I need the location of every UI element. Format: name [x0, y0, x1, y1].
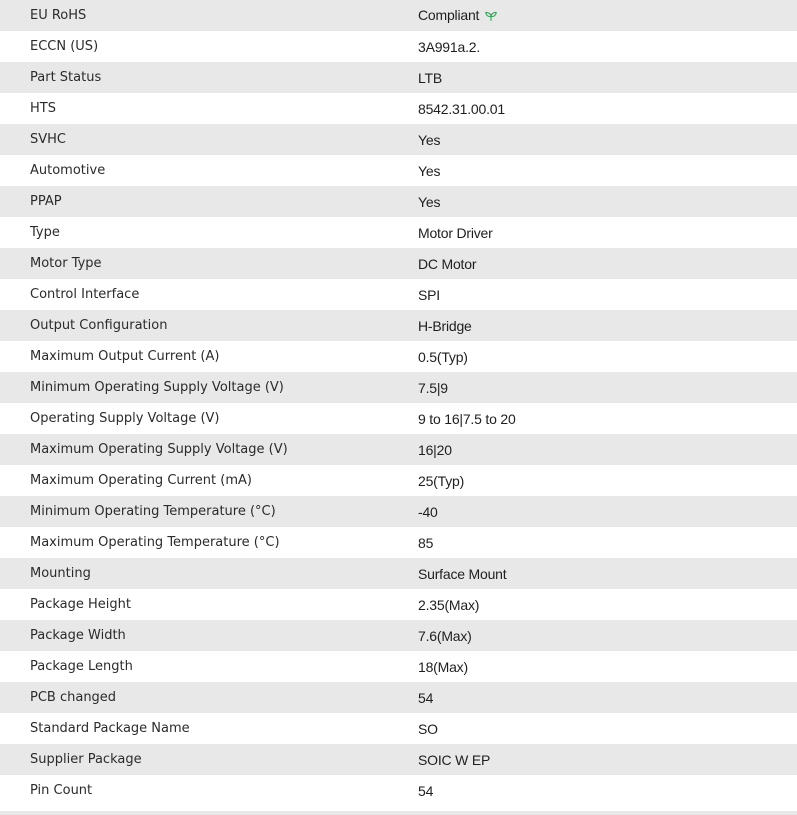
table-row	[0, 372, 797, 403]
table-row	[0, 62, 797, 93]
spec-value: 7.5|9	[418, 372, 797, 403]
spec-value: SPI	[418, 279, 797, 310]
spec-value: Yes	[418, 124, 797, 155]
spec-value: -40	[418, 496, 797, 527]
spec-value: 54	[418, 775, 797, 806]
spec-value: SO	[418, 713, 797, 744]
spec-value: Compliant	[418, 7, 480, 24]
spec-value: LTB	[418, 62, 797, 93]
table-row	[0, 527, 797, 558]
table-row	[0, 93, 797, 124]
spec-label: Output Configuration	[0, 310, 418, 341]
spec-label: Supplier Package	[0, 744, 418, 775]
spec-label: Operating Supply Voltage (V)	[0, 403, 418, 434]
spec-value: 2.35(Max)	[418, 589, 797, 620]
leaf-icon	[484, 9, 498, 23]
table-row	[0, 0, 797, 31]
table-row	[0, 589, 797, 620]
spec-label: Package Length	[0, 651, 418, 682]
spec-value: SOIC W EP	[418, 744, 797, 775]
table-row	[0, 744, 797, 775]
spec-value: Yes	[418, 155, 797, 186]
table-bottom-edge	[0, 811, 797, 815]
spec-label: SVHC	[0, 124, 418, 155]
spec-value: 0.5(Typ)	[418, 341, 797, 372]
table-row	[0, 403, 797, 434]
table-row	[0, 651, 797, 682]
spec-value: Yes	[418, 186, 797, 217]
table-row	[0, 775, 797, 806]
spec-value: 9 to 16|7.5 to 20	[418, 403, 797, 434]
table-row	[0, 620, 797, 651]
spec-value: Surface Mount	[418, 558, 797, 589]
spec-label: HTS	[0, 93, 418, 124]
spec-value: 7.6(Max)	[418, 620, 797, 651]
spec-value: Motor Driver	[418, 217, 797, 248]
spec-value: 16|20	[418, 434, 797, 465]
spec-label: Package Height	[0, 589, 418, 620]
spec-label: Maximum Operating Supply Voltage (V)	[0, 434, 418, 465]
spec-label: Part Status	[0, 62, 418, 93]
table-row	[0, 124, 797, 155]
spec-label: ECCN (US)	[0, 31, 418, 62]
spec-label: Maximum Output Current (A)	[0, 341, 418, 372]
spec-value: 85	[418, 527, 797, 558]
spec-value: DC Motor	[418, 248, 797, 279]
spec-value: 25(Typ)	[418, 465, 797, 496]
table-row	[0, 558, 797, 589]
spec-label: Pin Count	[0, 775, 418, 806]
spec-value-cell	[418, 0, 797, 31]
table-row	[0, 248, 797, 279]
spec-label: PPAP	[0, 186, 418, 217]
spec-label: Maximum Operating Temperature (°C)	[0, 527, 418, 558]
spec-label: Motor Type	[0, 248, 418, 279]
table-row	[0, 310, 797, 341]
spec-label: Standard Package Name	[0, 713, 418, 744]
table-row	[0, 496, 797, 527]
spec-label: EU RoHS	[0, 0, 418, 31]
table-row	[0, 279, 797, 310]
spec-label: Type	[0, 217, 418, 248]
spec-label: Control Interface	[0, 279, 418, 310]
spec-value: 3A991a.2.	[418, 31, 797, 62]
spec-label: Minimum Operating Supply Voltage (V)	[0, 372, 418, 403]
table-row	[0, 186, 797, 217]
table-row	[0, 341, 797, 372]
spec-value: H-Bridge	[418, 310, 797, 341]
spec-label: Mounting	[0, 558, 418, 589]
spec-label: Maximum Operating Current (mA)	[0, 465, 418, 496]
table-row	[0, 217, 797, 248]
table-row	[0, 434, 797, 465]
spec-value: 8542.31.00.01	[418, 93, 797, 124]
table-row	[0, 465, 797, 496]
spec-label: PCB changed	[0, 682, 418, 713]
spec-label: Automotive	[0, 155, 418, 186]
table-row	[0, 713, 797, 744]
spec-value: 18(Max)	[418, 651, 797, 682]
spec-label: Minimum Operating Temperature (°C)	[0, 496, 418, 527]
spec-value: 54	[418, 682, 797, 713]
table-row	[0, 682, 797, 713]
spec-label: Package Width	[0, 620, 418, 651]
table-row	[0, 155, 797, 186]
table-row	[0, 31, 797, 62]
